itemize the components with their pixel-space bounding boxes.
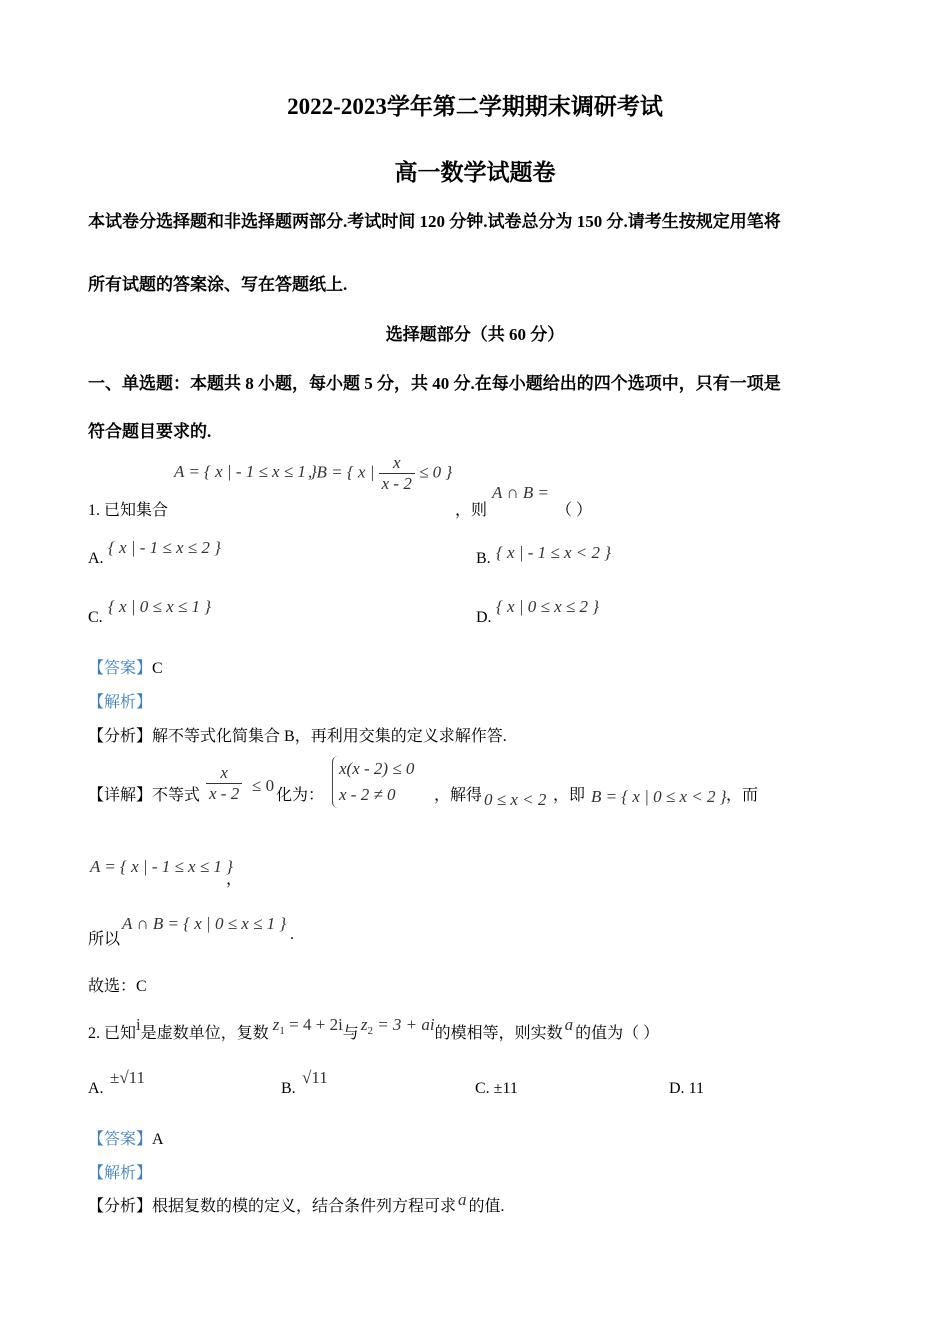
q1-detail-set-a: A = { x | - 1 ≤ x ≤ 1 } (90, 857, 233, 876)
intro-line-2: 所有试题的答案涂、写在答题纸上. (88, 275, 348, 294)
q1-detail-le0: ≤ 0 (252, 776, 275, 795)
page-title: 2022-2023学年第二学期期末调研考试 (287, 94, 663, 119)
q2-text-2: 是虚数单位，复数 (140, 1025, 269, 1042)
section-instruction-2: 符合题目要求的. (88, 422, 212, 441)
q2-option-a-label: A. (88, 1080, 104, 1097)
q1-fenxi (88, 723, 507, 746)
q2-option-d-label: D. (669, 1080, 685, 1097)
q1-option-b-value: { x | - 1 ≤ x < 2 } (496, 543, 612, 562)
q2-i: i (136, 1015, 141, 1034)
q1-so-end: . (290, 926, 294, 943)
system-line-1: x(x - 2) ≤ 0 (339, 759, 415, 778)
q2-answer-tag: 【答案】 (88, 1131, 153, 1148)
q2-text-4: 的模相等，则实数 (434, 1025, 563, 1042)
q1-option-c-value: { x | 0 ≤ x ≤ 1 } (108, 597, 212, 616)
q1-detail-set-b: B = { x | 0 ≤ x < 2 } (591, 787, 727, 806)
section-instruction-1: 一、单选题：本题共 8 小题，每小题 5 分，共 40 分.在每小题给出的四个选项中，只有一项是 (88, 374, 781, 393)
q2-option-c-label: C. (475, 1080, 490, 1097)
detail-tag: 【详解】 (88, 787, 153, 804)
detail-fraction-num: x (206, 763, 242, 784)
q2-text-5: 的值为（ ） (575, 1025, 660, 1042)
detail-text-1: 不等式 (152, 787, 201, 804)
detail-fraction-den: x - 2 (209, 784, 240, 803)
q2-option-b-value: √11 (302, 1068, 328, 1087)
page-subtitle: 高一数学试题卷 (394, 160, 556, 185)
system-line-2: x - 2 ≠ 0 (339, 785, 396, 804)
q1-fraction-den: x - 2 (381, 474, 412, 493)
q2-fenxi-text-1: 根据复数的模的定义，结合条件列方程可求 (152, 1198, 457, 1215)
q2-a: a (564, 1015, 574, 1034)
q1-option-b-label: B. (476, 550, 491, 567)
q1-detail-fraction (206, 763, 242, 804)
q1-so-expr: A ∩ B = { x | 0 ≤ x ≤ 1 } (122, 914, 287, 933)
q1-option-a-value: { x | - 1 ≤ x ≤ 2 } (108, 538, 221, 557)
q1-paren: （ ） (556, 502, 593, 519)
answer-tag: 【答案】 (88, 660, 153, 677)
fenxi-text: 解不等式化简集合 B，再利用交集的定义求解作答. (152, 728, 507, 745)
q2-z1 (272, 1015, 343, 1037)
q1-detail-text-4: ，即 (553, 787, 586, 804)
q1-set-b-right: ≤ 0 } (419, 462, 453, 482)
q2-option-a-value: ±√11 (110, 1068, 146, 1087)
q2-text-1: 2. 已知 (88, 1025, 137, 1042)
q2-z1-letter: z (272, 1015, 280, 1034)
q2-fenxi-a: a (458, 1190, 467, 1209)
q1-choose: 故选：C (88, 978, 147, 995)
q1-fraction-num: x (379, 453, 415, 474)
q2-fenxi (88, 1190, 505, 1216)
q1-so-text: 所以 (88, 931, 121, 948)
q1-option-c-label: C. (88, 609, 103, 626)
q1-detail-text-2: 化为： (276, 787, 325, 804)
intro-line-1: 本试卷分选择题和非选择题两部分.考试时间 120 分钟.试卷总分为 150 分.请考生按规定用笔将 (88, 212, 781, 231)
q1-detail-system (332, 756, 414, 808)
q2-option-c-value: ±11 (493, 1080, 518, 1097)
q2-z2-val: = 3 + ai (377, 1015, 435, 1034)
answer-value: C (152, 660, 163, 677)
q2-analysis-tag: 【解析】 (88, 1165, 153, 1182)
q1-option-a-label: A. (88, 550, 104, 567)
q2-z1-sub: 1 (279, 1025, 285, 1037)
detail-fraction (206, 763, 242, 804)
q2-option-d-value: 11 (688, 1080, 704, 1097)
q2-option-d (669, 1080, 704, 1098)
q1-detail-text-3: ，解得 (434, 787, 483, 804)
q2-answer (88, 1126, 164, 1149)
section-heading: 选择题部分（共 60 分） (385, 325, 565, 344)
fenxi-tag: 【分析】 (88, 728, 153, 745)
q2-z2-letter: z (360, 1015, 368, 1034)
q1-detail-comma: ， (226, 871, 243, 888)
q1-detail-text-5: ，而 (726, 787, 759, 804)
q2-stem (88, 1015, 660, 1045)
q2-text-3: 与 (342, 1025, 359, 1042)
q1-fraction (379, 453, 415, 494)
q1-option-d-value: { x | 0 ≤ x ≤ 2 } (496, 597, 600, 616)
q1-set-b-left: , B = { x | (308, 462, 375, 482)
q1-set-a: A = { x | - 1 ≤ x ≤ 1 } (174, 462, 317, 481)
q2-answer-value: A (152, 1131, 164, 1148)
q2-fenxi-tag: 【分析】 (88, 1198, 153, 1215)
q1-then: ，则 (455, 502, 488, 519)
q2-z1-val: = 4 + 2i (289, 1015, 343, 1034)
q1-option-d-label: D. (476, 609, 492, 626)
q1-analysis-tag: 【解析】 (88, 694, 153, 711)
q1-detail-start (88, 782, 200, 805)
inequality-system (332, 756, 414, 808)
q2-z2-sub: 2 (367, 1025, 373, 1037)
q1-expr: A ∩ B = (492, 483, 549, 502)
q2-option-c (475, 1080, 518, 1098)
q2-option-b-label: B. (281, 1080, 296, 1097)
q1-answer (88, 655, 163, 678)
q2-fenxi-text-2: 的值. (468, 1198, 505, 1215)
q1-set-b (308, 453, 452, 494)
q1-detail-range: 0 ≤ x < 2 (484, 790, 547, 809)
q2-z2 (360, 1015, 435, 1037)
q1-prefix: 1. 已知集合 (88, 502, 169, 519)
